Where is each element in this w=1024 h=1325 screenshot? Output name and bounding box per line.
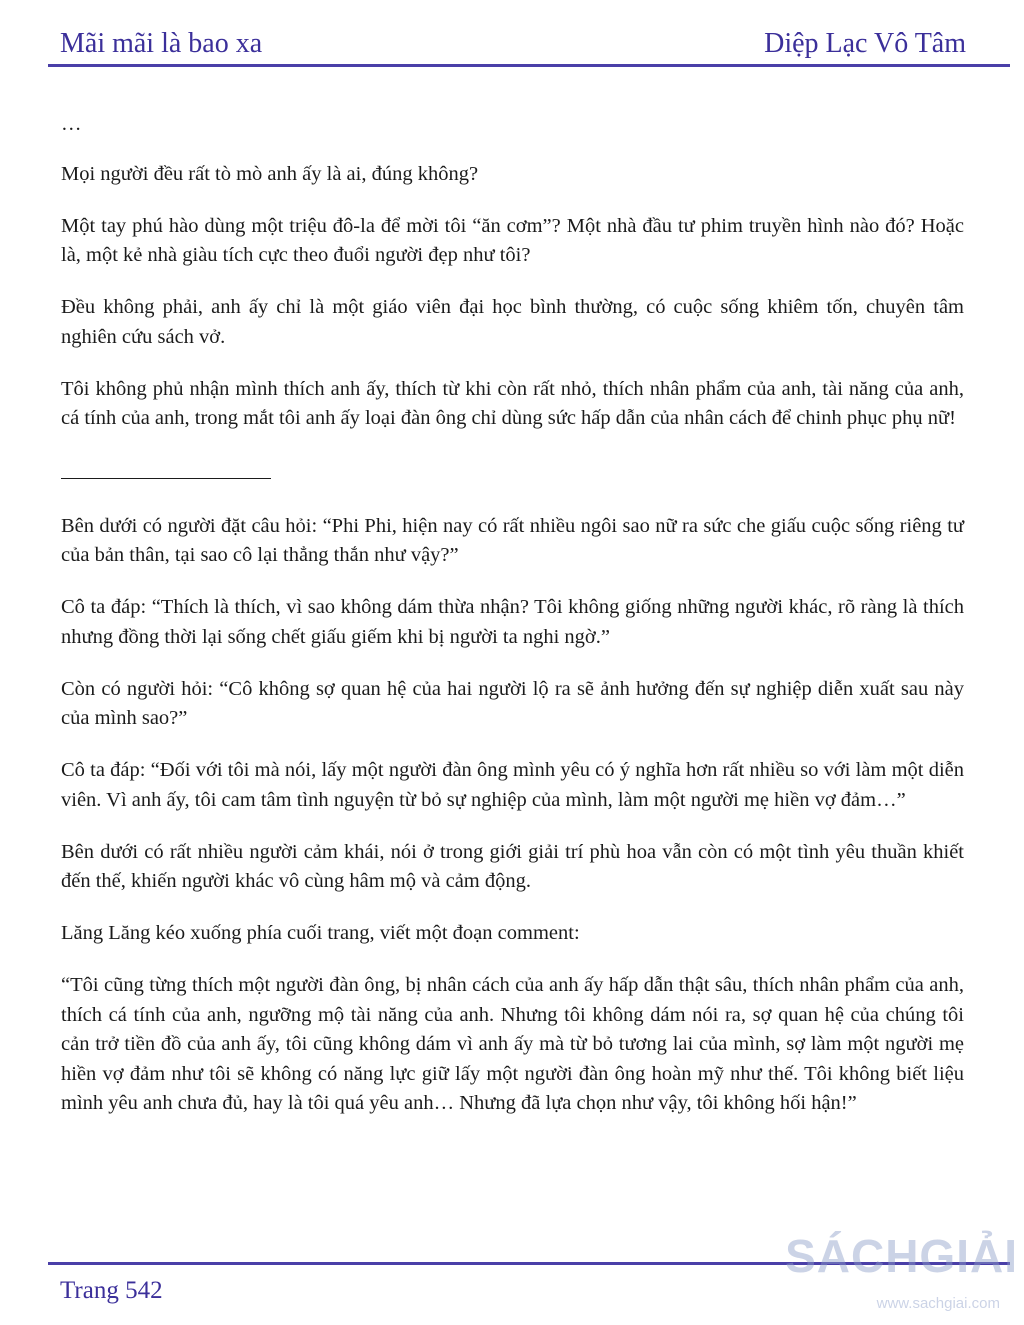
paragraph: Bên dưới có người đặt câu hỏi: “Phi Phi, hiện nay có rất nhiều ngôi sao nữ ra sức che giấu cuộc sống riêng tư của bản thân, tại sao cô lại thẳng thắn như vậy?” — [61, 514, 964, 566]
watermark-url: www.sachgiai.com — [876, 1295, 1000, 1312]
author-name: Diệp Lạc Vô Tâm — [764, 28, 966, 59]
paragraph: Một tay phú hào dùng một triệu đô-la để mời tôi “ăn cơm”? Một nhà đầu tư phim truyền hình nào đó? Hoặc là, một kẻ nhà giàu tích cực theo đuổi người đẹp như tôi? — [61, 214, 964, 266]
page-number: Trang 542 — [60, 1277, 163, 1304]
paragraph: … — [61, 113, 82, 135]
paragraph: Cô ta đáp: “Đối với tôi mà nói, lấy một người đàn ông mình yêu có ý nghĩa hơn rất nhiều so với làm một diễn viên. Vì anh ấy, tôi cam tâm tình nguyện từ bỏ sự nghiệp của mình, làm một người mẹ hiền vợ đảm…” — [61, 759, 964, 811]
book-title: Mãi mãi là bao xa — [60, 28, 263, 59]
header-rule — [48, 64, 1010, 67]
paragraph: Đều không phải, anh ấy chỉ là một giáo viên đại học bình thường, có cuộc sống khiêm tốn, chuyên tâm nghiên cứu sách vở. — [61, 296, 964, 348]
paragraph: Còn có người hỏi: “Cô không sợ quan hệ của hai người lộ ra sẽ ảnh hưởng đến sự nghiệp diễn xuất sau này của mình sao?” — [61, 677, 964, 729]
watermark-logo-text: SÁCHGIẢI — [785, 1230, 1018, 1282]
paragraph: Lăng Lăng kéo xuống phía cuối trang, viết một đoạn comment: — [61, 922, 580, 944]
section-divider — [61, 478, 271, 479]
page-header — [60, 24, 966, 64]
paragraph: Tôi không phủ nhận mình thích anh ấy, thích từ khi còn rất nhỏ, thích nhân phẩm của anh, tài năng của anh, cá tính của anh, trong mắt tôi anh ấy loại đàn ông chỉ dùng sức hấp dẫn của nhân cách để chinh phục phụ nữ! — [61, 377, 964, 429]
page-body — [61, 110, 964, 1141]
paragraph: “Tôi cũng từng thích một người đàn ông, bị nhân cách của anh ấy hấp dẫn thật sâu, thích nhân phẩm của anh, thích cá tính của anh, ngưỡng mộ tài năng của anh. Nhưng tôi không dám nói ra, sợ quan hệ của chúng tôi cản trở tiền đồ của anh ấy, tôi cũng không dám vì anh ấy mà từ bỏ tương lai của mình, sợ làm một người mẹ hiền vợ đảm như tôi sẽ không có năng lực giữ lấy một người đàn ông hoàn mỹ như thế. Tôi không biết liệu mình yêu anh chưa đủ, hay là tôi quá yêu anh… Nhưng đã lựa chọn như vậy, tôi không hối hận!” — [61, 974, 964, 1114]
paragraph: Cô ta đáp: “Thích là thích, vì sao không dám thừa nhận? Tôi không giống những người khác, rõ ràng là thích nhưng đồng thời lại sống chết giấu giếm khi bị người ta nghi ngờ.” — [61, 596, 964, 648]
paragraph: Bên dưới có rất nhiều người cảm khái, nói ở trong giới giải trí phù hoa vẫn còn có một tình yêu thuần khiết đến thế, khiến người khác vô cùng hâm mộ và cảm động. — [61, 840, 964, 892]
paragraph: Mọi người đều rất tò mò anh ấy là ai, đúng không? — [61, 162, 479, 185]
watermark-logo — [785, 1225, 1018, 1321]
